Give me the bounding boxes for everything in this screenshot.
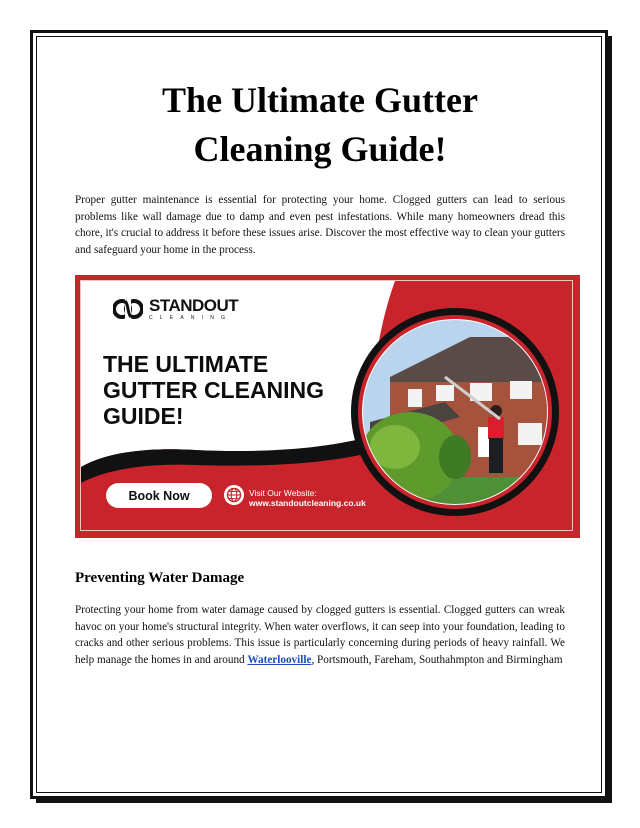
body-paragraph [75,602,565,668]
visit-label: Visit Our Website: [249,488,317,498]
house-photo [350,307,560,517]
website-info[interactable] [249,488,366,508]
logo-subtitle: CLEANING [149,314,233,321]
photo-window-1 [408,389,422,407]
page-border-shadow-right [608,36,612,803]
photo-worker-shirt [488,417,504,439]
banner-title-line-2: GUTTER CLEANING [103,377,325,403]
photo-window-5 [518,423,542,445]
standout-logo [113,295,238,323]
promo-banner [75,275,580,538]
section-heading: Preventing Water Damage [75,570,245,586]
photo-window-4 [510,381,532,399]
visit-url[interactable]: www.standoutcleaning.co.uk [249,498,366,508]
photo-hedge [439,435,471,479]
waterlooville-link[interactable]: Waterlooville [247,653,312,666]
banner-title-line-1: THE ULTIMATE [103,351,269,377]
banner-title [103,351,353,429]
standout-logo-icon [113,295,143,323]
page-title-line-1: The Ultimate Gutter [162,80,478,120]
photo-window-2 [436,385,454,401]
body-text-after-link: , Portsmouth, Fareham, Southahmpton and Birmingham [311,653,563,666]
body-text-before-link: Protecting your home from water damage caused by clogged gutters is essential. Clogged gutters can wreak havoc on your home's structural integrity. When water overflows, it can seep into your foundation, leading to cracks and other serious problems. This issue is particularly concerning during periods of heavy rainfall. We help manage the homes in and around [75,604,565,666]
photo-worker-trousers [489,438,503,473]
globe-icon [224,485,244,505]
book-now-button[interactable]: Book Now [106,483,212,508]
logo-name: STANDOUT [149,295,239,315]
page-border-shadow-bottom [36,799,612,803]
banner-title-line-3: GUIDE! [103,403,184,429]
page-title [60,76,580,174]
intro-paragraph: Proper gutter maintenance is essential for protecting your home. Clogged gutters can lead to serious problems like wall damage due to damp and even pest infestations. While many homeowners dread this chore, it's crucial to address it before these issues arise. Discover the most effective way to clean your gutters and safeguard your home in the process. [75,194,565,256]
page-title-line-2: Cleaning Guide! [193,129,447,169]
